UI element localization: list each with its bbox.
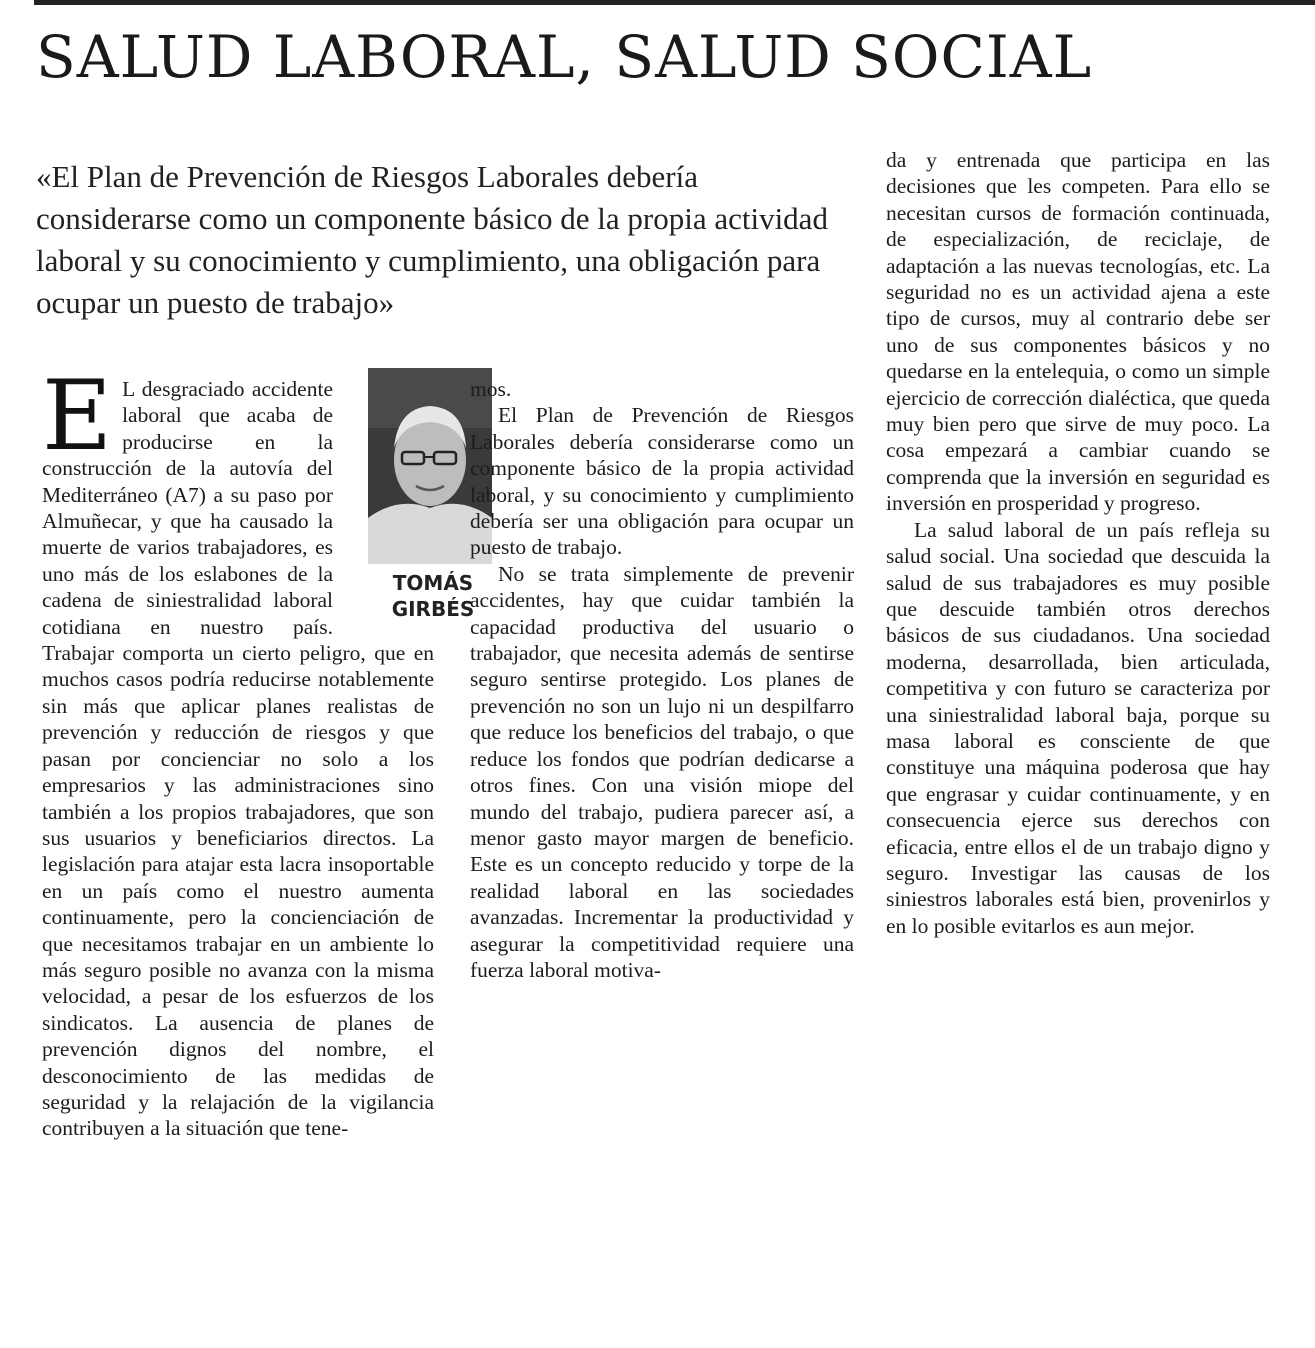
article-paragraph: da y entrenada que participa en las decisiones que les competen. Para ello se necesitan cursos de formación continuada, de especialización, de reciclaje, de adaptación a las nuevas tecnologías, etc. La seguridad no es un actividad ajena a este tipo de cursos, muy al contrario debe ser uno de sus componentes básicos y no quedarse en la entelequia, o como un simple ejercicio de corrección dialéctica, que queda muy bien pero que sirve de muy poco. La cosa empezará a cambiar cuando se comprenda que la inversión en seguridad es inversión en prosperidad y progreso. bbox=[886, 148, 1270, 516]
top-rule bbox=[34, 0, 1315, 5]
author-last-name: GIRBÉS bbox=[391, 597, 475, 621]
article-paragraph: mos. bbox=[470, 377, 512, 401]
drop-cap: E bbox=[42, 360, 113, 472]
headline: SALUD LABORAL, SALUD SOCIAL bbox=[36, 23, 1093, 91]
article-paragraph: El Plan de Prevención de Riesgos Laborales debería considerarse como un componente básico de la propia actividad laboral, y su conocimiento y cumplimiento debería ser una obligación para ocupar un puesto de trabajo. bbox=[470, 403, 854, 560]
article-paragraph: L desgraciado accidente laboral que acaba de producirse en la construcción de la autovía del Mediterráneo (A7) a su paso por Almuñecar, y que ha causado la muerte de varios trabajadores, es uno más de los eslabones de la cadena de siniestralidad laboral cotidiana en nuestro país. Trabajar comporta un cierto peligro, que en muchos casos podría reducirse notablemente sin más que aplicar planes realistas de prevención y reducción de riesgos y que pasan por concienciar no solo a los empresarios y las administraciones sino también a los propios trabajadores, que son sus usuarios y beneficiarios directos. La legislación para atajar esta lacra insoportable en un país como el nuestro aumenta continuamente, pero la concienciación de que necesitamos trabajar en un ambiente lo más seguro posible no avanza con la misma velocidad, a pesar de los esfuerzos de los sindicatos. La ausencia de planes de prevención dignos del nombre, el desconocimiento de las medidas de seguridad y la relajación de la vigilancia contribuyen a la situación que tene- bbox=[42, 377, 434, 1141]
author-first-name: TOMÁS bbox=[392, 571, 474, 595]
article-column-2 bbox=[470, 376, 854, 983]
article-column-3 bbox=[886, 147, 1270, 939]
article-paragraph: No se trata simplemente de prevenir accidentes, hay que cuidar también la capacidad productiva del usuario o trabajador, que necesita además de sentirse seguro sentirse protegido. Los planes de prevención no son un lujo ni un despilfarro que reduce los beneficios del trabajo, o que reduce los fondos que podrían dedicarse a otros fines. Con una visión miope del mundo del trabajo, pudiera parecer así, a menor gasto mayor margen de beneficio. Este es un concepto reducido y torpe de la realidad laboral en las sociedades avanzadas. Incrementar la productividad y asegurar la competitividad requiere una fuerza laboral motiva- bbox=[470, 561, 854, 982]
pull-quote: «El Plan de Prevención de Riesgos Laborales debería considerarse como un componente básico de la propia actividad laboral y su conocimiento y cumplimiento, una obligación para ocupar un puesto de trabajo» bbox=[36, 159, 828, 320]
article-paragraph: La salud laboral de un país refleja su salud social. Una sociedad que descuida la salud de sus trabajadores es muy posible que descuide también otros derechos básicos de sus ciudadanos. Una sociedad moderna, desarrollada, bien articulada, competitiva y con futuro se caracteriza por una siniestralidad laboral baja, porque su masa laboral es consciente de que constituye una máquina poderosa que hay que engrasar y cuidar continuamente, y en consecuencia ejerce sus derechos con eficacia, entre ellos el de un trabajo digno y seguro. Investigar las causas de los siniestros laborales está bien, provenirlos y en lo posible evitarlos es aun mejor. bbox=[886, 517, 1270, 938]
